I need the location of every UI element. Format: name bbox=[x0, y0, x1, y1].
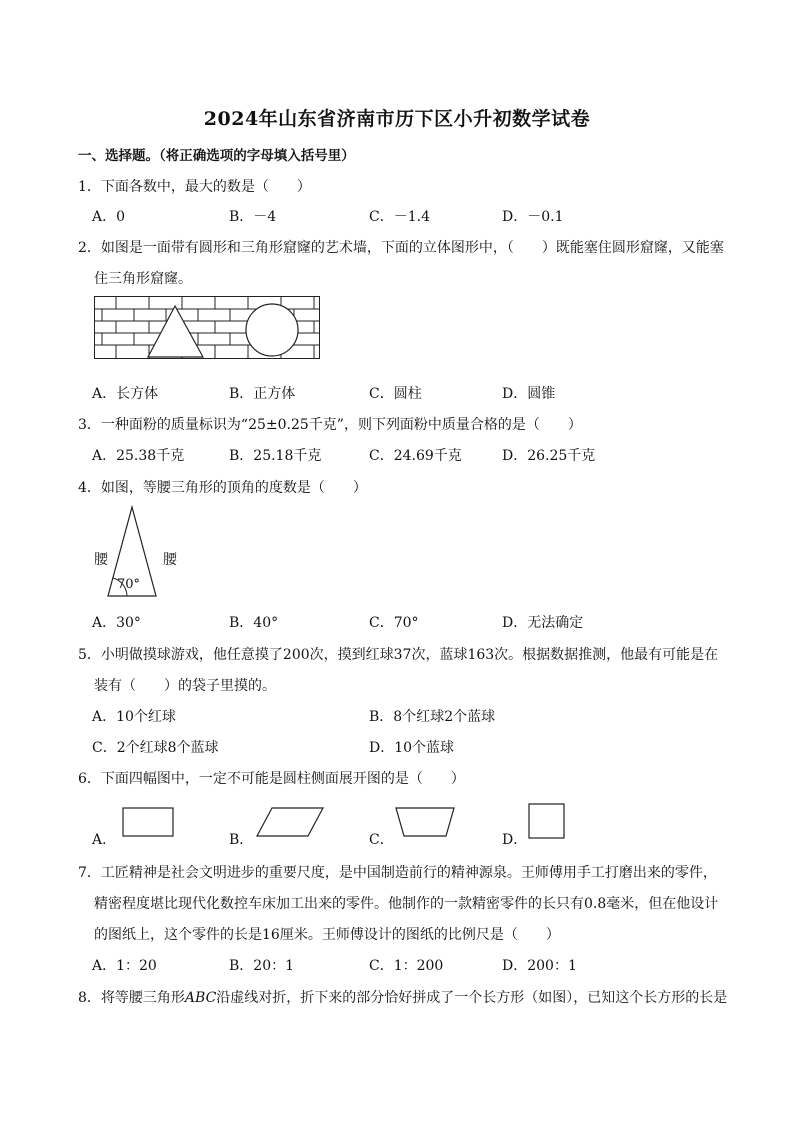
q4-option-b: B．40° bbox=[229, 615, 279, 631]
q6-option-b: B． bbox=[229, 832, 254, 848]
trapezoid-shape bbox=[393, 805, 457, 839]
parallelogram-shape bbox=[254, 805, 326, 839]
angle-label: 70° bbox=[117, 577, 141, 592]
q5-option-a: A．10个红球 bbox=[92, 709, 176, 725]
right-side-label: 腰 bbox=[163, 552, 177, 568]
page-title: 2024年山东省济南市历下区小升初数学试卷 bbox=[203, 108, 591, 130]
q5-option-b: B．8个红球2个蓝球 bbox=[369, 709, 496, 725]
question-4-stem: 4．如图，等腰三角形的顶角的度数是（ ） bbox=[78, 480, 367, 496]
question-8-stem bbox=[78, 987, 727, 1007]
square-shape bbox=[526, 801, 568, 841]
q4-option-a: A．30° bbox=[92, 615, 141, 631]
q6-option-a: A． bbox=[92, 832, 117, 848]
q6-option-c: C． bbox=[369, 832, 394, 848]
rectangle-shape bbox=[120, 805, 176, 839]
triangle-name: ABC bbox=[184, 990, 217, 1006]
q3-option-c: C．24.69千克 bbox=[369, 448, 462, 464]
q7-option-b: B．20：1 bbox=[229, 958, 295, 974]
q2-option-b: B．正方体 bbox=[229, 386, 296, 402]
q1-option-c: C．－1.4 bbox=[369, 209, 430, 225]
q5-option-c: C．2个红球8个蓝球 bbox=[92, 740, 219, 756]
left-side-label: 腰 bbox=[94, 552, 108, 568]
q2-option-d: D．圆锥 bbox=[502, 386, 556, 402]
question-6-stem: 6．下面四幅图中，一定不可能是圆柱侧面展开图的是（ ） bbox=[78, 771, 465, 787]
circle-hole bbox=[246, 304, 298, 356]
q4-option-c: C．70° bbox=[369, 615, 419, 631]
question-8-stem-part1: 8．将等腰三角形 bbox=[78, 990, 185, 1006]
question-2-stem-line2: 住三角形窟窿。 bbox=[94, 271, 192, 287]
q3-option-a: A．25.38千克 bbox=[92, 448, 185, 464]
q7-option-a: A．1：20 bbox=[92, 958, 157, 974]
question-7-stem-line2: 精密程度堪比现代化数控车床加工出来的零件。他制作的一款精密零件的长只有0.8毫米，但在他设计 bbox=[94, 896, 719, 912]
q1-option-b: B．－4 bbox=[229, 209, 277, 225]
question-2-stem-line1: 2．如图是一面带有圆形和三角形窟窿的艺术墙，下面的立体图形中，（ ）既能塞住圆形窟窿，又能塞 bbox=[78, 240, 724, 256]
question-5-stem-line1: 5．小明做摸球游戏，他任意摸了200次，摸到红球37次，蓝球163次。根据数据推测，他最有可能是在 bbox=[78, 647, 719, 663]
section-heading: 一、选择题。（将正确选项的字母填入括号里） bbox=[78, 148, 355, 164]
q3-option-d: D．26.25千克 bbox=[502, 448, 596, 464]
q1-option-d: D．－0.1 bbox=[502, 209, 564, 225]
question-3-stem: 3．一种面粉的质量标识为“25±0.25千克”，则下列面粉中质量合格的是（ ） bbox=[78, 417, 582, 433]
q5-option-d: D．10个蓝球 bbox=[369, 740, 455, 756]
brick-wall-figure bbox=[94, 296, 320, 359]
question-5-stem-line2: 装有（ ）的袋子里摸的。 bbox=[94, 678, 276, 694]
q3-option-b: B．25.18千克 bbox=[229, 448, 322, 464]
q7-option-d: D．200：1 bbox=[502, 958, 577, 974]
q1-option-a: A．0 bbox=[92, 209, 126, 225]
question-1-stem: 1．下面各数中，最大的数是（ ） bbox=[78, 179, 311, 195]
q7-option-c: C．1：200 bbox=[369, 958, 444, 974]
question-7-stem-line1: 7．工匠精神是社会文明进步的重要尺度，是中国制造前行的精神源泉。王师傅用手工打磨出来的零件， bbox=[78, 865, 717, 881]
q2-option-a: A．长方体 bbox=[92, 386, 159, 402]
q4-option-d: D．无法确定 bbox=[502, 615, 584, 631]
q2-option-c: C．圆柱 bbox=[369, 386, 422, 402]
question-7-stem-line3: 的图纸上，这个零件的长是16厘米。王师傅设计的图纸的比例尺是（ ） bbox=[94, 927, 560, 943]
q6-option-d: D． bbox=[502, 832, 528, 848]
triangle-hole bbox=[148, 306, 203, 357]
question-8-stem-part2: 沿虚线对折，折下来的部分恰好拼成了一个长方形（如图），已知这个长方形的长是 bbox=[216, 990, 728, 1006]
